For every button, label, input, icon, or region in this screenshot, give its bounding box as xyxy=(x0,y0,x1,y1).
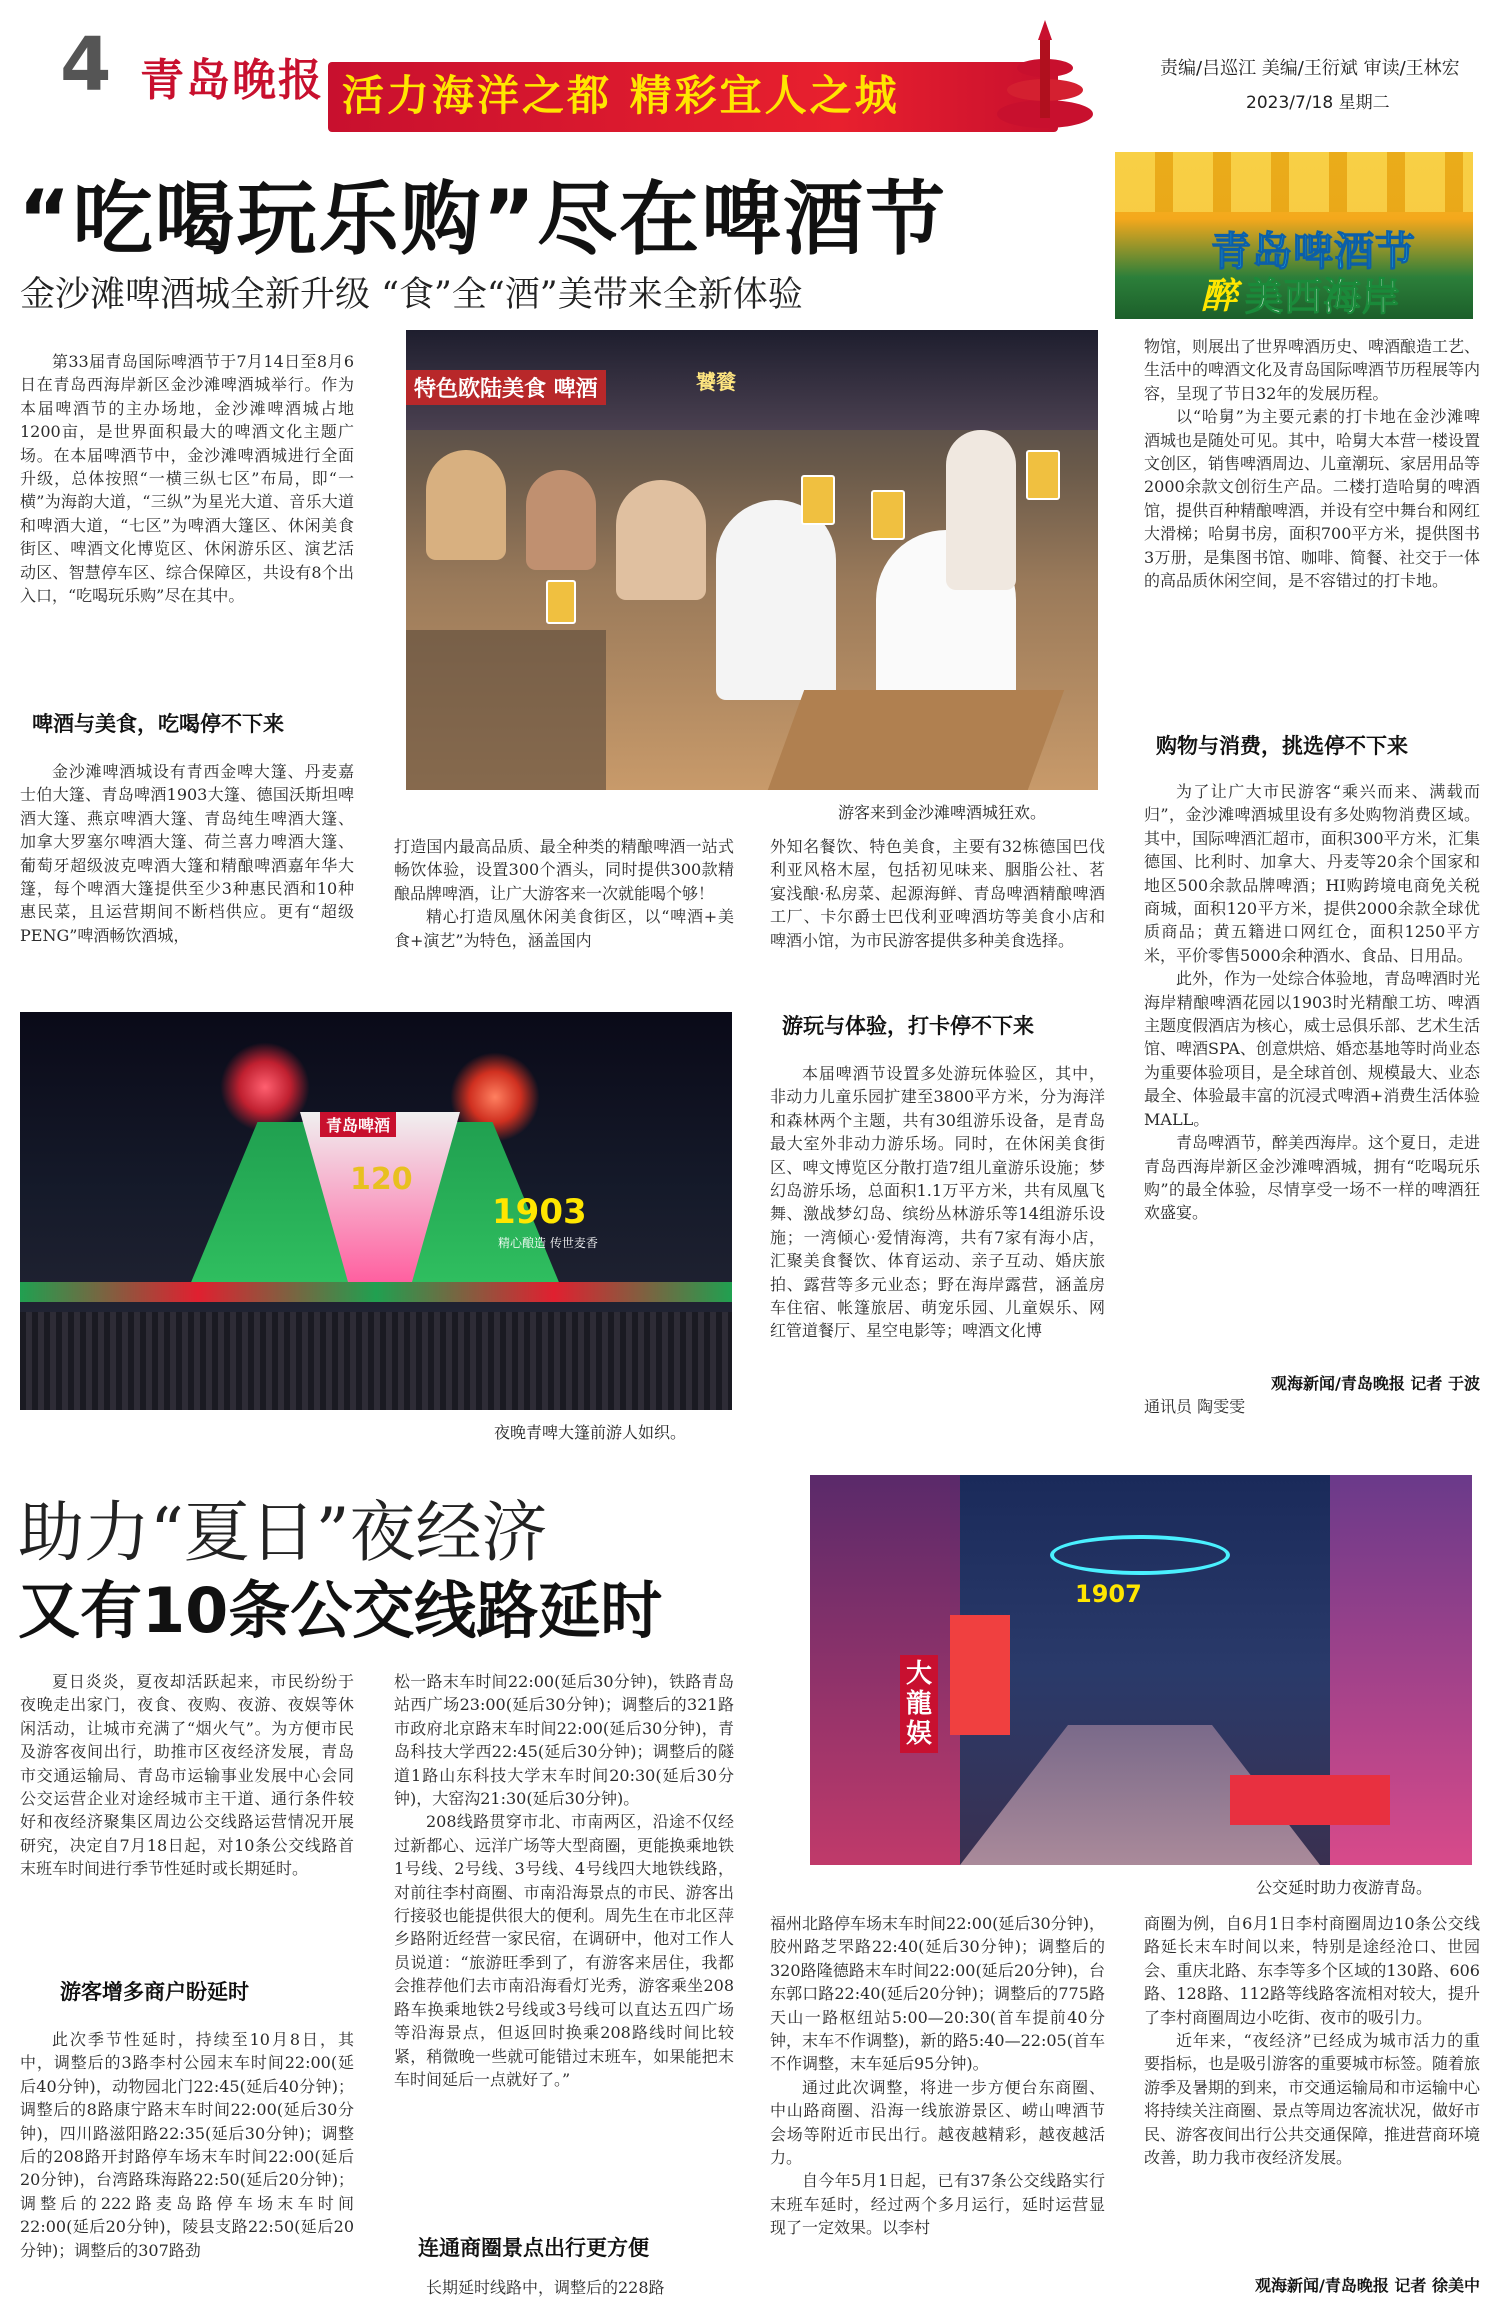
article1-section1-p1: 金沙滩啤酒城设有青西金啤大篷、丹麦嘉士伯大篷、青岛啤酒1903大篷、德国沃斯坦啤酒大篷、燕京啤酒大篷、青岛纯生啤酒大篷、加拿大罗塞尔啤酒大篷、荷兰喜力啤酒大篷、葡萄牙超级波克啤酒大篷和精酿啤酒嘉年华大篷，每个啤酒大篷提供至少3种惠民酒和10种惠民菜，且运营期间不断档供应。更有“超级PENG”啤酒畅饮酒城， xyxy=(20,762,354,945)
article1-col4-p5: 青岛啤酒节，醉美西海岸。这个夏日，走进青岛西海岸新区金沙滩啤酒城，拥有“吃喝玩乐购”的最全体验，尽情享受一场不一样的啤酒狂欢盛宴。 xyxy=(1144,1133,1480,1223)
article1-intro: 第33届青岛国际啤酒节于7月14日至8月6日在青岛西海岸新区金沙滩啤酒城举行。作为本届啤酒节的主办场地，金沙滩啤酒城占地1200亩，是世界面积最大的啤酒文化主题广场。在本届啤酒节中，金沙滩啤酒城进行全面升级，总体按照“一横三纵七区”布局，即“一横”为海韵大道，“三纵”为星光大道、音乐大道和啤酒大道，“七区”为啤酒大篷区、休闲美食街区、啤酒文化博览区、休闲游乐区、演艺活动区、智慧停车区、综合保障区，共设有8个出入口，“吃喝玩乐购”尽在其中。 xyxy=(20,352,354,606)
photo1-sign-right: 饕餮 xyxy=(696,370,736,394)
article2-col4-p2: 近年来，“夜经济”已经成为城市活力的重要指标，也是吸引游客的重要城市标签。随着旅游季及暑期的到来，市交通运输局和市运输中心将持续关注商圈、景点等周边客流状况，做好市民、游客夜间出行公共交通保障，推进营商环境改善，助力我市夜经济发展。 xyxy=(1144,2031,1480,2168)
slogan-text: 活力海洋之都 精彩宜人之城 xyxy=(342,71,900,120)
article1-section2-title: 游玩与体验，打卡停不下来 xyxy=(782,1014,1034,1038)
article2-section1-title: 游客增多商户盼延时 xyxy=(60,1980,249,2004)
editors-line: 责编/吕巡江 美编/王衍斌 审读/王林宏 xyxy=(1160,58,1460,79)
issue-date: 2023/7/18 星期二 xyxy=(1246,93,1390,113)
article1-col1-top xyxy=(20,350,354,607)
article1-col1-bottom xyxy=(20,760,354,990)
article1-section3-title: 购物与消费，挑选停不下来 xyxy=(1156,734,1408,758)
article2-col4 xyxy=(1144,1912,1480,2274)
article2-col1-top xyxy=(20,1670,354,1952)
article1-title: “吃喝玩乐购”尽在啤酒节 xyxy=(18,173,948,266)
article1-col4-top xyxy=(1144,335,1480,715)
article2-col1-bottom xyxy=(20,2028,354,2298)
logo-line2: 美西海岸 xyxy=(1245,275,1402,319)
article1-subtitle: 金沙滩啤酒城全新升级 “食”全“酒”美带来全新体验 xyxy=(20,275,803,315)
article2-col2-p2: 208线路贯穿市北、市南两区，沿途不仅经过新都心、远洋广场等大型商圈，更能换乘地铁1号线、2号线、3号线、4号线四大地铁线路，对前往李村商圈、市南沿海景点的市民、游客出行接驳也能提供很大的便利。周先生在市北区萍乡路附近经营一家民宿，在调研中，他对工作人员说道：“旅游旺季到了，有游客来居住，我都会推荐他们去市南沿海看灯光秀，游客乘坐208路车换乘地铁2号线或3号线可以直达五四广场等沿海景点，但返回时换乘208路线时间比较紧，稍微晚一些就可能错过末班车，如果能把末车时间延后一点就好了。” xyxy=(394,1812,734,2089)
beer-festival-logo xyxy=(1115,152,1473,319)
photo3-caption: 公交延时助力夜游青岛。 xyxy=(1256,1878,1433,1897)
tower-emblem xyxy=(990,18,1100,138)
article1-col4-p3: 为了让广大市民游客“乘兴而来、满载而归”，金沙滩啤酒城里设有多处购物消费区域。其中，国际啤酒汇超市，面积300平方米，汇集德国、比利时、加拿大、丹麦等20余个国家和地区500余款品牌啤酒；HI购跨境电商免关税商城，面积120平方米，提供2000余款全球优质商品；黄五籍进口网红仓，面积1250平方米，平价零售5000余种酒水、食品、日用品。 xyxy=(1144,782,1480,965)
photo2-sub: 精心酿造 传世麦香 xyxy=(498,1236,598,1250)
article1-col2 xyxy=(394,835,734,991)
article1-col2-p1: 打造国内最高品质、最全种类的精酿啤酒一站式畅饮体验，设置300个酒头，同时提供300款精酿品牌啤酒，让广大游客来一次就能喝个够！ xyxy=(394,837,734,903)
article1-col2-p2: 精心打造凤凰休闲美食街区，以“啤酒+美食+演艺”为特色，涵盖国内 xyxy=(394,907,734,950)
photo3-sign1: 1907 xyxy=(1075,1580,1142,1608)
photo2-caption: 夜晚青啤大篷前游人如织。 xyxy=(494,1423,687,1442)
logo-line2-prefix: 醉 xyxy=(1201,276,1238,317)
photo-night-tent xyxy=(20,1012,732,1410)
article2-section1-p1: 此次季节性延时，持续至10月8日，其中，调整后的3路李村公园末车时间22:00(延后40分钟)，动物园北门22:45(延后40分钟)；调整后的8路康宁路末车时间22:00(延后30分钟)，四川路滋阳路22:35(延后30分钟)；调整后的208路开封路停车场末车时间22:00(延后20分钟)，台湾路珠海路22:50(延后20分钟)；调整后的222路麦岛路停车场末车时间22:00(延后20分钟)，陵县支路22:50(延后20分钟)；调整后的307路劲 xyxy=(20,2030,354,2260)
article1-section1-title: 啤酒与美食，吃喝停不下来 xyxy=(32,712,284,736)
article2-col2 xyxy=(394,1670,734,2230)
article2-col2-tail xyxy=(394,2276,734,2302)
logo-line1: 青岛啤酒节 xyxy=(1211,229,1416,275)
photo1-sign-left: 特色欧陆美食 啤酒 xyxy=(406,370,606,405)
article2-byline: 观海新闻/青岛晚报 记者 徐美中 xyxy=(1255,2276,1480,2295)
photo2-num: 120 xyxy=(350,1162,413,1197)
article1-col3-top xyxy=(770,835,1105,991)
photo2-sign: 1903 xyxy=(492,1192,587,1232)
article2-col4-p1: 商圈为例，自6月1日李村商圈周边10条公交线路延长末车时间以来，特别是途经沧口、世园会、重庆北路、东李等多个区域的130路、606路、128路、112路等线路客流相对较大，提升了李村商圈周边小吃街、夜市的吸引力。 xyxy=(1144,1914,1480,2027)
article1-col4-bottom xyxy=(1144,780,1480,1374)
photo-night-street xyxy=(810,1475,1472,1865)
article2-col3-p2: 通过此次调整，将进一步方便台东商圈、中山路商圈、沿海一线旅游景区、崂山啤酒节会场等附近市民出行。越夜越精彩，越夜越活力。 xyxy=(770,2077,1105,2168)
article1-byline1: 观海新闻/青岛晚报 记者 于波 xyxy=(1271,1374,1480,1393)
article1-section2-p1: 本届啤酒节设置多处游玩体验区，其中，非动力儿童乐园扩建至3800平方米，分为海洋和森林两个主题，共有30组游乐设备，是青岛最大室外非动力游乐场。同时，在休闲美食街区、啤文博览区分散打造7组儿童游乐设施；梦幻岛游乐场，总面积1.1万平方米，共有凤凰飞舞、激战梦幻岛、缤纷丛林游乐等14组游乐设施；一湾倾心·爱情海湾，共有7家有海小店，汇聚美食餐饮、体育运动、亲子互动、婚庆旅拍、露营等多元业态；野在海岸露营，涵盖房车住宿、帐篷旅居、萌宠乐园、儿童娱乐、网红管道餐厅、星空电影等；啤酒文化博 xyxy=(770,1064,1105,1341)
photo2-banner: 青岛啤酒 xyxy=(320,1112,396,1137)
article1-bylines xyxy=(1144,1372,1480,1419)
article2-intro: 夏日炎炎，夏夜却活跃起来，市民纷纷于夜晚走出家门，夜食、夜购、夜游、夜娱等休闲活动，让城市充满了“烟火气”。为方便市民及游客夜间出行，助推市区夜经济发展，青岛市交通运输局、青岛市运输事业发展中心会同公交运营企业对途经城市主干道、通行条件较好和夜经济聚集区周边公交线路运营情况开展研究，决定自7月18日起，对10条公交线路首末班车时间进行季节性延时或长期延时。 xyxy=(20,1672,354,1879)
page-number: 4 xyxy=(60,22,112,108)
photo-beer-crowd xyxy=(406,330,1098,790)
article2-byline-box xyxy=(1144,2274,1480,2297)
article2-title-line2: 又有10条公交线路延时 xyxy=(18,1574,663,1647)
article2-col2-p3: 长期延时线路中，调整后的228路 xyxy=(426,2278,665,2297)
article2-col3-p1: 福州北路停车场末车时间22:00(延后30分钟)，胶州路芝罘路22:40(延后30分钟)；调整后的320路隆德路末车时间22:00(延后20分钟)，台东郭口路22:40(延后20分钟)；调整后的775路天山一路枢纽站5:00—20:30(首车提前40分钟，末车不作调整)，新的路5:40—22:05(首车不作调整，末车延后95分钟)。 xyxy=(770,1914,1105,2074)
article2-col3 xyxy=(770,1912,1105,2302)
paper-name: 青岛晚报 xyxy=(140,55,324,106)
article2-section2-title: 连通商圈景点出行更方便 xyxy=(418,2236,649,2260)
article2-title-line1: 助力“夏日”夜经济 xyxy=(18,1494,548,1571)
article1-col3-p1: 外知名餐饮、特色美食，主要有32栋德国巴伐利亚风格木屋，包括初见味来、胭脂公社、茗宴浅酿·私房菜、起源海鲜、青岛啤酒精酿啤酒工厂、卡尔爵士巴伐利亚啤酒坊等美食小店和啤酒小馆，为市民游客提供多种美食选择。 xyxy=(770,837,1105,950)
article1-col3-bottom xyxy=(770,1062,1105,1427)
article1-col4-p4: 此外，作为一处综合体验地，青岛啤酒时光海岸精酿啤酒花园以1903时光精酿工坊、啤酒主题度假酒店为核心，威士忌俱乐部、艺术生活馆、啤酒SPA、创意烘焙、婚恋基地等时尚业态为重要体验项目，是全球首创、规模最大、业态最全、体验最丰富的沉浸式啤酒+消费生活体验MALL。 xyxy=(1144,969,1480,1129)
article2-col2-p1: 松一路末车时间22:00(延后30分钟)，铁路青岛站西广场23:00(延后30分钟)；调整后的321路市政府北京路末车时间22:00(延后30分钟)，青岛科技大学西22:45(延后30分钟)；调整后的隧道1路山东科技大学末车时间20:30(延后30分钟)，大窑沟21:30(延后30分钟)。 xyxy=(394,1672,734,1809)
article1-col4-p2: 以“哈舅”为主要元素的打卡地在金沙滩啤酒城也是随处可见。其中，哈舅大本营一楼设置文创区，销售啤酒周边、儿童潮玩、家居用品等2000余款文创衍生产品。二楼打造哈舅的啤酒馆，提供百种精酿啤酒，并设有空中舞台和网红大滑梯；哈舅书房，面积700平方米，提供图书3万册，是集图书馆、咖啡、简餐、社交于一体的高品质休闲空间，是不容错过的打卡地。 xyxy=(1144,407,1480,591)
article2-col3-p3: 自今年5月1日起，已有37条公交线路实行末班车延时，经过两个多月运行，延时运营显现了一定效果。以李村 xyxy=(770,2171,1105,2238)
article1-byline2: 通讯员 陶雯雯 xyxy=(1144,1397,1246,1417)
photo1-caption: 游客来到金沙滩啤酒城狂欢。 xyxy=(838,803,1047,822)
photo3-sign2: 大龍娱 xyxy=(900,1655,938,1753)
article1-col4-p1: 物馆，则展出了世界啤酒历史、啤酒酿造工艺、生活中的啤酒文化及青岛国际啤酒节历程展等内容，呈现了节日32年的发展历程。 xyxy=(1144,337,1480,403)
